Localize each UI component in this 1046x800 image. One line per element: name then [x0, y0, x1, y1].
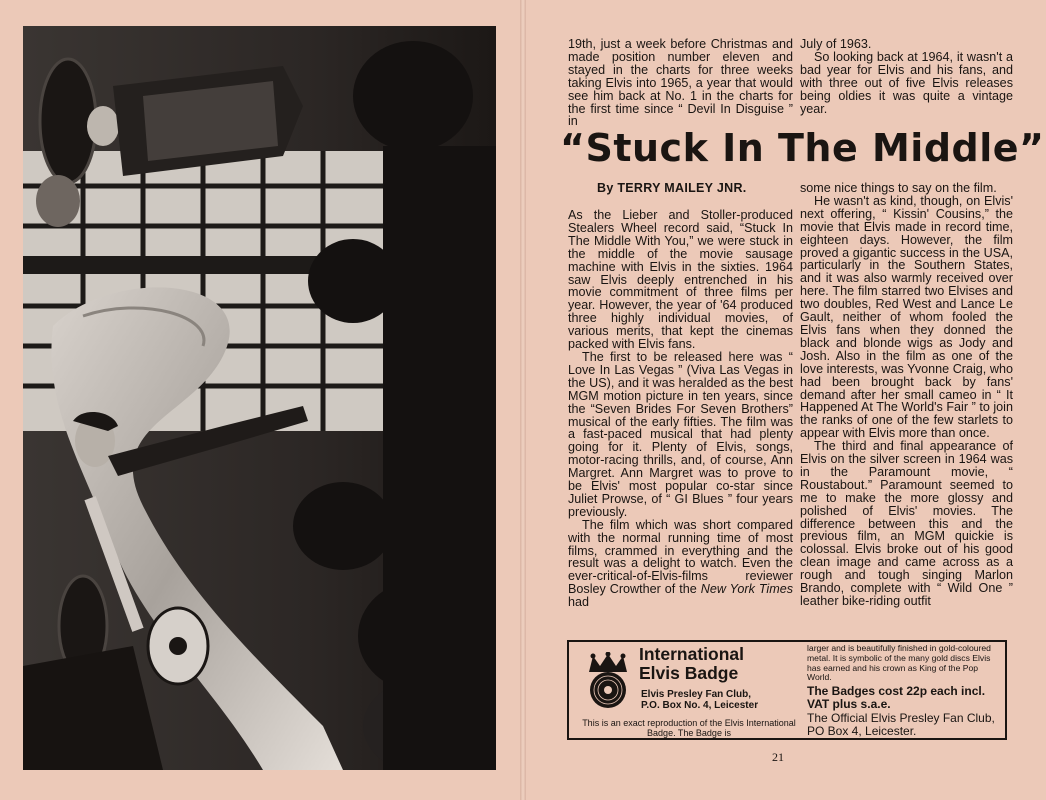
movie-still-photo	[23, 26, 496, 770]
article-text: had	[568, 595, 590, 610]
badge-ad-title-line: International	[639, 644, 745, 664]
page-gutter	[520, 0, 526, 800]
article-paragraph: The first to be released here was “ Love In Las Vegas ” (Viva Las Vegas in the US), and it was heralded as the best MGM motion picture in ten years, since the “Seven Brides For Seven Brothers” musical of the early fifties. The film was a fast-paced musical that had plenty going for it. Plenty of Elvis, songs, motor-racing thrills, and, of course, Ann Margret. Ann Margret was to prove to be Elvis' most popular co-star since Juliet Prowse, of “ GI Blues ” four years previously.	[568, 349, 793, 519]
article-intro-column-right	[800, 38, 1013, 115]
article-column-left	[568, 209, 793, 609]
article-headline: “Stuck In The Middle”	[560, 126, 1045, 170]
article-paragraph: He wasn't as kind, though, on Elvis' next offering, “ Kissin' Cousins,” the movie that Elvis made in record time, eighteen days. However, the film proved a gigantic success in the USA, particularly in the Southern States, and it was also warmly received over here. The film starred two Elvises and two doubles, Red West and Lance Le Gault, neither of whom fooled the Elvis fans when they donned the black and blonde wigs as Jody and Josh. Also in the film as one of the love interests, was Yvonne Craig, who had been brought back by fans' demand after her small cameo in “ It Happened At The World's Fair ” to join the ranks of one of the few starlets to appear with Elvis more than once.	[800, 193, 1013, 441]
article-paragraph: As the Lieber and Stoller-produced Stealers Wheel record said, “Stuck In The Middle With You,” we were stuck in the middle of the movie sausage machine with Elvis in the sixties. 1964 saw Elvis deeply entrenched in his movie commitment of three films per year. However, the year of '64 produced three highly individual movies, of various merits, that kept the cinemas packed with Elvis fans.	[568, 208, 793, 352]
article-text: 19th, just a week before Christmas and made position number eleven and stayed in the charts for three weeks taking Elvis into 1965, a year that would see him back at No. 1 in the charts for the first time since “ Devil In Disguise ” in	[568, 37, 793, 129]
publication-name: New York Times	[700, 582, 794, 597]
badge-advertisement	[567, 640, 1007, 740]
crown-disc-icon	[585, 652, 631, 710]
article-text: So looking back at 1964, it wasn't a bad year for Elvis and his fans, and with three out of five Elvis releases being oldies it was quite a vintage year.	[800, 49, 1013, 116]
article-text: July of 1963.	[800, 37, 872, 51]
article-text: The film which was short compared with the normal running time of most films, crammed in everything and the result was a delight to watch. Even the ever-critical-of-Elvis-films reviewer Bosley Crowther of the	[568, 517, 793, 597]
article-paragraph: some nice things to say on the film.	[800, 181, 997, 195]
badge-ad-club-line: P.O. Box No. 4, Leicester	[641, 700, 759, 711]
article-paragraph: The third and final appearance of Elvis on the silver screen in 1964 was in the Paramount movie, “ Roustabout.” Paramount seemed to me to make the more glossy and polished of Elvis' movies. The difference between this and the previous film, an MGM quickie is colossal. Elvis broke out of his good clean image and came across as a rough and tough singing Marlon Brando, complete with “ Wild One ” leather bike-riding outfit	[800, 439, 1013, 608]
badge-ad-title	[639, 645, 744, 683]
badge-ad-title-line: Elvis Badge	[639, 663, 739, 683]
article-byline: By TERRY MAILEY JNR.	[597, 181, 747, 195]
page-number: 21	[772, 750, 784, 764]
movie-still-illustration	[23, 26, 496, 770]
article-paragraph	[568, 519, 793, 609]
article-intro-column	[568, 38, 793, 128]
badge-ad-description: larger and is beautifully finished in gold-coloured metal. It is symbolic of the many gold discs Elvis has earned and his crown as King of the Pop World.	[807, 643, 991, 683]
badge-ad-club-line: Elvis Presley Fan Club,	[641, 689, 752, 700]
badge-ad-club	[641, 689, 758, 711]
article-column-right	[800, 182, 1013, 608]
badge-ad-reproduction-note: This is an exact reproduction of the Elvis International Badge. The Badge is	[582, 718, 796, 738]
badge-ad-cost: The Badges cost 22p each incl. VAT plus s.a.e.	[807, 684, 986, 711]
badge-ad-address: The Official Elvis Presley Fan Club, PO Box 4, Leicester.	[807, 711, 995, 738]
